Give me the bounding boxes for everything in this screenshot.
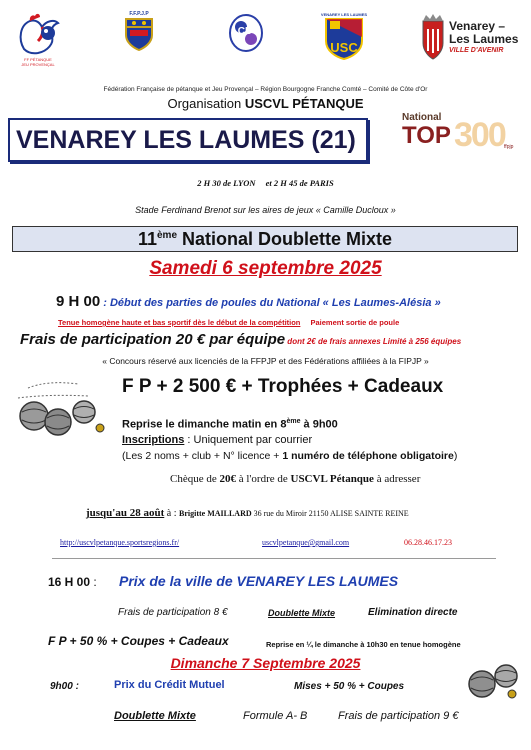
sunday-date: Dimanche 7 Septembre 2025 <box>170 655 361 671</box>
event-prize: F P + 2 500 € + Trophées + Cadeaux <box>122 376 444 397</box>
reserved-line: « Concours réservé aux licenciés de la FFPJP et des Fédérations affiliées à la FIPJP » <box>102 356 429 366</box>
contacts-divider <box>52 558 496 559</box>
sunday-formula: Formule A- B <box>243 710 308 722</box>
city-crest-icon <box>420 13 446 61</box>
top300-national: National <box>402 112 442 123</box>
resume-sup: ème <box>286 418 301 425</box>
afternoon-fee: Frais de participation 8 € <box>118 607 228 618</box>
usc-club-logo <box>322 10 366 62</box>
sunday-format: Doublette Mixte <box>114 710 196 722</box>
phone-number: 06.28.46.17.23 <box>404 538 452 547</box>
top300-number: 300 <box>454 116 505 154</box>
fee-line <box>20 331 461 349</box>
afternoon-time-suffix: : <box>90 575 97 589</box>
boules-icon <box>462 658 524 702</box>
city-title: VENAREY LES LAUMES (21) <box>16 125 356 154</box>
start-text: : Début des parties de poules du National « Les Laumes-Alésia » <box>100 297 441 309</box>
cheque-club: USCVL Pétanque <box>290 473 374 485</box>
distance-paris: et 2 H 45 de PARIS <box>265 178 334 188</box>
distance-line <box>0 178 531 188</box>
deadline-suffix: à : <box>164 508 179 519</box>
sunday-fee: Frais de participation 9 € <box>338 710 459 722</box>
cheque-prefix: Chèque de <box>170 473 220 485</box>
afternoon-elimination: Elimination directe <box>368 607 458 618</box>
cd-label: CD <box>237 26 253 37</box>
inscriptions-line <box>122 434 312 446</box>
venarey-logo-subtitle: VILLE D'AVENIR <box>449 47 504 54</box>
usc-label: USC <box>330 40 358 55</box>
website-link[interactable]: http://uscvlpetanque.sportsregions.fr/ <box>60 538 180 547</box>
cd-comite-logo <box>226 12 266 54</box>
resume-time: à 9h00 <box>300 418 338 431</box>
afternoon-resume: Reprise en ¼ le dimanche à 10h30 en tenue homogène <box>266 640 461 649</box>
dress-code-line <box>58 318 399 327</box>
details-line <box>122 450 457 462</box>
organisation-line <box>0 96 531 111</box>
venarey-logo-title: Venarey – Les Laumes <box>449 19 519 46</box>
shield-icon <box>124 17 154 51</box>
event-date: Samedi 6 septembre 2025 <box>149 258 382 279</box>
ffpjp-caption: F.F.P.J.P <box>129 11 149 17</box>
cheque-line <box>170 473 420 485</box>
event-ordinal-number: 11 <box>137 228 157 249</box>
event-name: National Doublette Mixte <box>177 228 393 249</box>
organisation-name: USCVL PÉTANQUE <box>244 96 364 111</box>
fee-extra: dont 2€ de frais annexes Limité à 256 équipes <box>285 337 462 346</box>
top300-top: TOP <box>402 122 451 149</box>
city-title-box <box>8 118 368 162</box>
top300-logo <box>402 112 522 156</box>
contact-name: Brigitte MAILLARD <box>178 509 252 518</box>
dress-code: Tenue homogène haute et bas sportif dès le début de la compétition <box>58 318 301 327</box>
resume-line <box>122 418 338 431</box>
rooster-icon <box>12 11 64 57</box>
inscriptions-text: : Uniquement par courrier <box>184 434 313 446</box>
email-link[interactable]: uscvlpetanque@gmail.com <box>262 538 350 547</box>
details-prefix: (Les 2 noms + club + N° licence + <box>122 450 283 462</box>
petanque-balls-illustration <box>8 378 108 440</box>
venarey-ville-logo <box>420 10 520 64</box>
sunday-prize: Mises + 50 % + Coupes <box>294 681 405 692</box>
afternoon-time: 16 H 00 <box>48 575 91 589</box>
top300-suffix: ffpjp <box>504 144 514 150</box>
federation-line: Fédération Française de pétanque et Jeu Provençal – Région Bourgogne Franche Comté – Comité de Côte d'Or <box>103 86 428 93</box>
afternoon-format: Doublette Mixte <box>268 608 336 618</box>
start-line <box>56 293 441 311</box>
payment-note: Paiement sortie de poule <box>310 318 400 327</box>
details-bold: 1 numéro de téléphone obligatoire <box>282 450 454 462</box>
inscriptions-label: Inscriptions <box>122 434 185 446</box>
distance-lyon: 2 H 30 de LYON <box>197 178 256 188</box>
sunday-title: Prix du Crédit Mutuel <box>114 679 225 691</box>
afternoon-prize: F P + 50 % + Coupes + Cadeaux <box>48 634 229 648</box>
event-ordinal-suffix: ème <box>157 229 178 241</box>
ffp-rooster-logo <box>8 8 68 70</box>
sunday-time: 9h00 : <box>50 681 79 692</box>
ffp-caption: FF PÉTANQUE JEU PROVENÇAL <box>21 57 55 67</box>
fee-main: Frais de participation 20 € par équipe <box>20 331 286 348</box>
cheque-mid: à l'ordre de <box>235 473 291 485</box>
usc-caption: VENAREY LES LAUMES <box>320 11 368 17</box>
deadline-line <box>86 503 409 521</box>
event-title <box>138 229 392 250</box>
event-title-box <box>12 226 518 252</box>
contact-address: 36 rue du Miroir 21150 ALISE SAINTE REINE <box>251 509 409 518</box>
details-suffix: ) <box>453 450 458 462</box>
resume-prefix: Reprise le dimanche matin en 8 <box>122 418 287 431</box>
cheque-amount: 20€ <box>219 473 236 485</box>
afternoon-title: Prix de la ville de VENAREY LES LAUMES <box>119 573 399 589</box>
ffpjp-shield-logo <box>121 10 157 52</box>
stadium-line: Stade Ferdinand Brenot sur les aires de jeux « Camille Ducloux » <box>135 205 396 215</box>
petanque-ball-illustration <box>462 658 524 702</box>
start-time: 9 H 00 <box>56 293 101 310</box>
cheque-suffix: à adresser <box>373 473 421 485</box>
deadline: jusqu'au 28 août <box>86 507 165 519</box>
afternoon-title-line <box>48 573 97 591</box>
petanque-balls-icon <box>8 378 108 440</box>
organisation-prefix: Organisation <box>167 96 245 111</box>
